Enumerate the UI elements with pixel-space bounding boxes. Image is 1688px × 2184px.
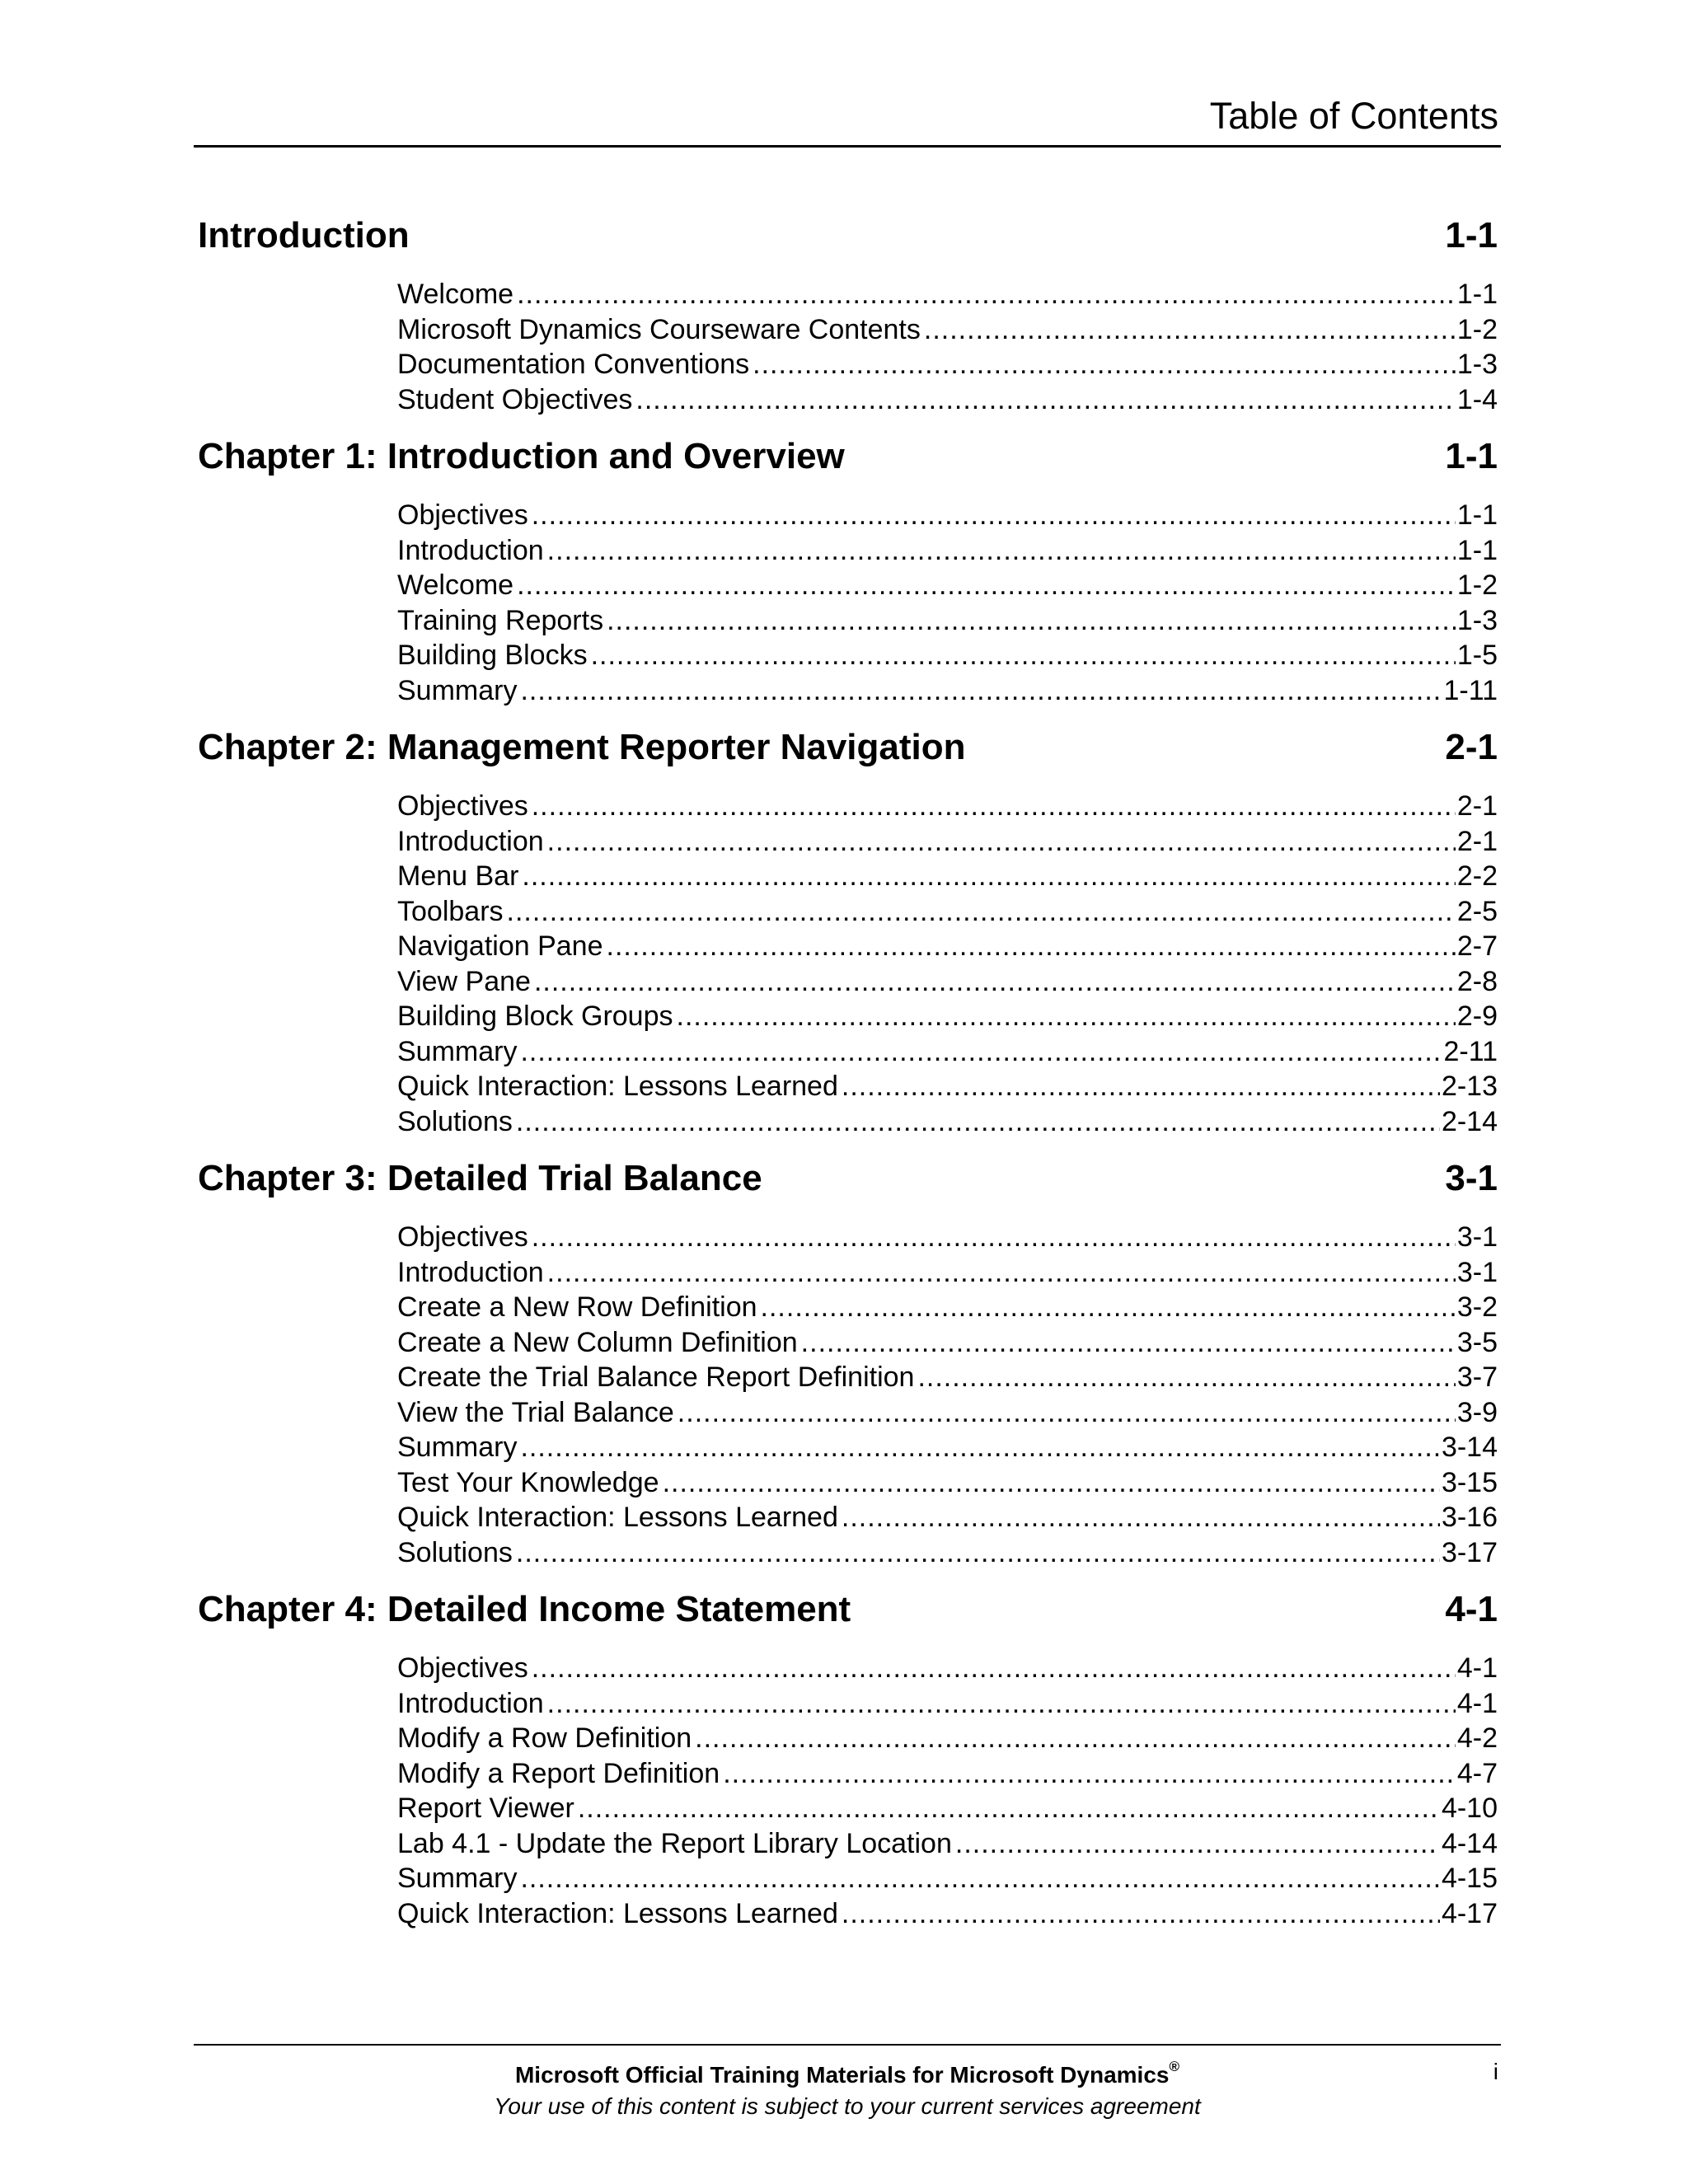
toc-entry[interactable] [397,1791,1500,1826]
header-rule [194,145,1501,148]
dot-leader [723,1756,1456,1792]
toc-entry-page: 3-7 [1456,1361,1498,1393]
chapter-heading[interactable] [198,213,1500,259]
toc-entry-title: Welcome [397,569,514,601]
dot-leader [663,1465,1440,1501]
toc-entry[interactable] [397,999,1500,1034]
chapter-title: Chapter 1: Introduction and Overview [198,436,845,476]
dot-leader [917,1360,1455,1395]
toc-entry[interactable] [397,382,1500,418]
toc-entry-page: 2-2 [1456,860,1498,892]
chapter-heading[interactable] [198,1586,1500,1633]
toc-entry-page: 2-1 [1456,825,1498,857]
dot-leader [532,498,1456,533]
chapter-page: 4-1 [1445,1589,1498,1629]
toc-entry[interactable] [397,1896,1500,1932]
dot-leader [522,859,1455,894]
toc-entry-title: Navigation Pane [397,930,603,962]
dot-leader [761,1290,1456,1325]
toc-entry[interactable] [397,1756,1500,1792]
toc-chapter [198,213,1500,417]
toc-entry-title: Objectives [397,1221,528,1253]
dot-leader [607,603,1456,639]
dot-leader [547,533,1456,569]
toc-entry-page: 2-5 [1456,895,1498,927]
toc-entry[interactable] [397,638,1500,673]
dot-leader [635,382,1455,418]
toc-entry-title: Test Your Knowledge [397,1466,659,1498]
toc-entry-page: 2-9 [1456,1001,1498,1032]
toc-entry-page: 4-14 [1441,1827,1498,1859]
toc-entry-title: Create a New Column Definition [397,1326,798,1358]
toc-entry-title: Objectives [397,790,528,822]
toc-entry-page: 3-9 [1456,1396,1498,1428]
dot-leader [520,673,1442,709]
toc-entry-page: 4-10 [1441,1793,1498,1824]
toc-entry[interactable] [397,347,1500,382]
toc-entry[interactable] [397,789,1500,824]
toc-entry-page: 3-2 [1456,1291,1498,1323]
toc-entry-page: 1-2 [1456,313,1498,345]
toc-entry-title: Summary [397,1863,518,1894]
footer-notice: Your use of this content is subject to your current services agreement [494,2093,1201,2119]
toc-entry-page: 4-7 [1456,1757,1498,1789]
toc-entry-title: Quick Interaction: Lessons Learned [397,1502,838,1533]
toc-entry-title: View the Trial Balance [397,1396,674,1428]
toc-entry[interactable] [397,1651,1500,1686]
toc-entry-page: 2-14 [1441,1105,1498,1137]
toc-entry[interactable] [397,1861,1500,1896]
footer-title-text: Microsoft Official Training Materials for Microsoft Dynamics [514,2062,1170,2088]
page-header-title: Table of Contents [1209,95,1498,137]
chapter-title: Chapter 4: Detailed Income Statement [198,1589,851,1629]
toc-entry-title: Objectives [397,1652,528,1684]
toc-entry-page: 2-11 [1443,1035,1498,1067]
toc-chapter [198,724,1500,1139]
toc-entry-title: Student Objectives [397,383,633,415]
toc-entry[interactable] [397,1325,1500,1361]
toc-entry-list [397,498,1500,708]
chapter-page: 3-1 [1445,1158,1498,1198]
toc-entry-title: Toolbars [397,895,504,927]
chapter-heading[interactable] [198,724,1500,771]
toc-entry[interactable] [397,1395,1500,1431]
toc-entry-title: Introduction [397,1256,544,1288]
toc-entry[interactable] [397,1500,1500,1535]
toc-entry-title: Building Blocks [397,640,588,671]
chapter-title: Introduction [198,215,410,255]
toc-entry-list [397,277,1500,417]
dot-leader [695,1721,1456,1756]
toc-entry[interactable] [397,1430,1500,1465]
toc-entry[interactable] [397,824,1500,860]
chapter-heading[interactable] [198,1155,1500,1202]
toc-entry-title: Training Reports [397,604,604,636]
toc-chapter [198,434,1500,708]
toc-entry-title: Quick Interaction: Lessons Learned [397,1071,838,1102]
toc-entry-list [397,789,1500,1139]
toc-entry-page: 3-1 [1456,1256,1498,1288]
toc-entry[interactable] [397,894,1500,930]
toc-entry-page: 1-3 [1456,349,1498,380]
toc-entry-title: Create the Trial Balance Report Definition [397,1361,915,1393]
dot-leader [520,1861,1439,1896]
chapter-page: 2-1 [1445,727,1498,767]
dot-leader [534,964,1456,1000]
toc-entry-title: View Pane [397,965,531,997]
toc-entry-title: Create a New Row Definition [397,1291,757,1323]
dot-leader [842,1069,1440,1104]
toc-entry-page: 4-1 [1456,1652,1498,1684]
toc-entry-title: Objectives [397,499,528,531]
toc-entry-page: 3-16 [1441,1502,1498,1533]
dot-leader [578,1791,1440,1826]
dot-leader [842,1500,1440,1535]
dot-leader [517,277,1456,312]
chapter-title: Chapter 3: Detailed Trial Balance [198,1158,762,1198]
chapter-heading[interactable] [198,434,1500,480]
toc-entry[interactable] [397,1535,1500,1571]
toc-entry-list [397,1220,1500,1570]
toc-entry-page: 1-1 [1456,279,1498,310]
dot-leader [507,894,1456,930]
toc-entry[interactable] [397,673,1500,709]
dot-leader [516,1535,1440,1571]
toc-entry[interactable] [397,1826,1500,1862]
toc-entry-title: Summary [397,674,518,706]
dot-leader [520,1430,1439,1465]
toc-entry-page: 3-17 [1441,1536,1498,1568]
toc-entry[interactable] [397,533,1500,569]
toc-entry-title: Quick Interaction: Lessons Learned [397,1897,838,1929]
toc-entry[interactable] [397,498,1500,533]
toc-entry-page: 3-14 [1441,1432,1498,1463]
toc-entry-page: 4-17 [1441,1897,1498,1929]
table-of-contents [198,213,1500,1947]
toc-entry[interactable] [397,859,1500,894]
toc-entry[interactable] [397,603,1500,639]
dot-leader [842,1896,1440,1932]
toc-entry-page: 2-8 [1456,965,1498,997]
toc-entry-page: 1-4 [1456,383,1498,415]
toc-chapter [198,1586,1500,1931]
toc-entry[interactable] [397,312,1500,348]
toc-entry[interactable] [397,929,1500,964]
toc-entry-title: Lab 4.1 - Update the Report Library Location [397,1827,952,1859]
toc-entry[interactable] [397,1721,1500,1756]
toc-entry-page: 3-5 [1456,1326,1498,1358]
dot-leader [517,568,1456,603]
toc-entry-title: Solutions [397,1536,513,1568]
dot-leader [678,1395,1456,1431]
chapter-page: 1-1 [1445,436,1498,476]
dot-leader [677,999,1456,1034]
toc-entry-title: Menu Bar [397,860,519,892]
toc-entry-page: 1-1 [1456,534,1498,566]
dot-leader [532,789,1456,824]
toc-entry[interactable] [397,1220,1500,1255]
toc-entry-page: 1-1 [1456,499,1498,531]
toc-entry-page: 4-15 [1441,1863,1498,1894]
toc-entry[interactable] [397,568,1500,603]
toc-entry[interactable] [397,1686,1500,1722]
toc-entry-page: 4-1 [1456,1687,1498,1719]
toc-chapter [198,1155,1500,1570]
toc-entry-page: 2-1 [1456,790,1498,822]
page-number: i [1493,2059,1498,2084]
toc-entry-title: Microsoft Dynamics Courseware Contents [397,313,921,345]
dot-leader [516,1104,1440,1140]
toc-entry[interactable] [397,1255,1500,1291]
dot-leader [607,929,1456,964]
toc-entry-list [397,1651,1500,1931]
toc-entry-page: 2-13 [1441,1071,1498,1102]
toc-entry-page: 1-2 [1456,569,1498,601]
toc-entry[interactable] [397,964,1500,1000]
toc-entry-title: Summary [397,1035,518,1067]
toc-entry-page: 1-5 [1456,640,1498,671]
toc-entry-title: Building Block Groups [397,1001,673,1032]
dot-leader [955,1826,1440,1862]
toc-entry-page: 1-3 [1456,604,1498,636]
toc-entry-title: Report Viewer [397,1793,574,1824]
toc-entry[interactable] [397,1069,1500,1104]
toc-entry-title: Introduction [397,534,544,566]
dot-leader [547,1686,1456,1722]
chapter-title: Chapter 2: Management Reporter Navigation [198,727,966,767]
dot-leader [924,312,1456,348]
toc-entry[interactable] [397,1465,1500,1501]
toc-entry-title: Solutions [397,1105,513,1137]
toc-entry-title: Summary [397,1432,518,1463]
toc-entry-title: Welcome [397,279,514,310]
dot-leader [520,1034,1442,1070]
toc-entry-page: 3-15 [1441,1466,1498,1498]
dot-leader [532,1220,1456,1255]
toc-entry-title: Introduction [397,1687,544,1719]
dot-leader [547,1255,1456,1291]
dot-leader [801,1325,1456,1361]
toc-entry-title: Documentation Conventions [397,349,750,380]
toc-entry[interactable] [397,1034,1500,1070]
toc-entry-page: 3-1 [1456,1221,1498,1253]
dot-leader [753,347,1456,382]
toc-entry-page: 4-2 [1456,1722,1498,1754]
dot-leader [591,638,1456,673]
footer-title [194,2060,1501,2090]
toc-entry[interactable] [397,1290,1500,1325]
dot-leader [547,824,1456,860]
toc-entry[interactable] [397,277,1500,312]
toc-entry[interactable] [397,1360,1500,1395]
registered-mark: ® [1169,2059,1180,2074]
toc-entry-title: Modify a Row Definition [397,1722,692,1754]
toc-entry[interactable] [397,1104,1500,1140]
toc-entry-page: 1-11 [1443,674,1498,706]
footer-rule [194,2044,1501,2046]
toc-entry-title: Modify a Report Definition [397,1757,720,1789]
dot-leader [532,1651,1456,1686]
toc-entry-page: 2-7 [1456,930,1498,962]
toc-entry-title: Introduction [397,825,544,857]
chapter-page: 1-1 [1445,215,1498,255]
